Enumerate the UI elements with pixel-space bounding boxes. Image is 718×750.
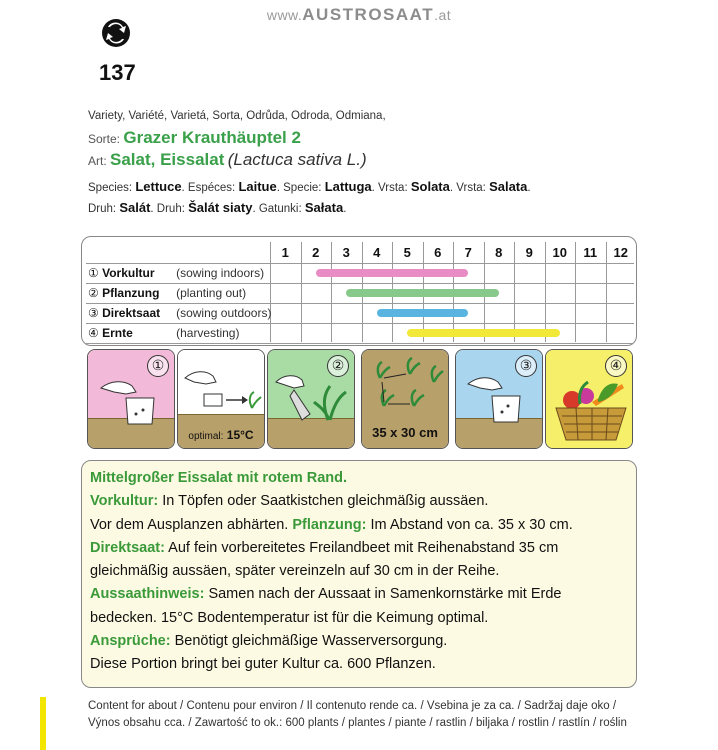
brand-name: AUSTROSAAT (302, 5, 435, 24)
growing-instructions: Mittelgroßer Eissalat mit rotem Rand. Vorkultur: In Töpfen oder Saatkistchen gleichmäßig aussäen. Vor dem Ausplanzen abhärten. Pflanzung: Im Abstand von ca. 35 x 30 cm. Direktsaat: Auf fein vorbereitetes Freilandbeet mit Reihenabstand 35 cm gleichmäßig aussäen, später vereinzeln auf 30 cm in der Reihe. Aussaathinweis: Samen nach der Aussaat in Samenkornstärke mit Erde bedecken. 15°C Bodentemperatur ist für die Keimung optimal. Ansprüche: Benötigt gleichmäßige Wasserversorgung. Diese Portion bringt bei guter Kultur ca. 600 Pflanzen. (81, 460, 637, 688)
month-header: 6 (434, 245, 442, 260)
species-language-label: Species: (88, 182, 136, 194)
vegetable-basket-icon (552, 372, 630, 444)
month-header: 10 (552, 245, 567, 260)
step-number-1: ① (147, 355, 169, 377)
species-language-label: Druh: (88, 203, 120, 215)
calendar-row-ernte: ④ Ernte (harvesting) (88, 326, 240, 340)
month-header: 8 (495, 245, 503, 260)
calendar-bar-direktsaat (377, 309, 469, 317)
month-header: 9 (525, 245, 533, 260)
content-footer: Content for about / Contenu pour environ / Il contenuto rende ca. / Vsebina je za ca. / Sadržaj daje oko / Výnos obsahu cca. / Zawartość to ok.: 600 plants / plantes / piante / rastlin / biljaka / rostlin / rastlín / roślin (88, 700, 627, 729)
calendar-row-line (86, 303, 634, 304)
species-translation: Šalát siaty (188, 200, 253, 215)
plant-spacing-icon (368, 356, 444, 420)
species-translation: Salata (489, 179, 528, 194)
step-outdoor-sowing-picture (455, 349, 543, 449)
calendar-row-line (86, 283, 634, 284)
sowing-calendar (81, 236, 637, 346)
calendar-row-pflanzung: ② Pflanzung (planting out) (88, 286, 247, 300)
variety-name: Grazer Krauthäuptel 2 (123, 128, 301, 147)
month-header: 4 (373, 245, 381, 260)
month-header: 7 (464, 245, 472, 260)
yellow-edge-strip (40, 697, 46, 750)
species-translation: Lettuce (135, 179, 182, 194)
species-language-label: . Vrsta: (449, 182, 490, 194)
website-url: www.AUSTROSAAT.at (266, 5, 452, 24)
species-translation: Salát (119, 200, 151, 215)
headline: Mittelgroßer Eissalat mit rotem Rand. (90, 470, 348, 486)
calendar-row-line (86, 263, 634, 264)
species-translation: Sałata (304, 200, 344, 215)
month-header: 5 (403, 245, 411, 260)
month-header: 1 (281, 245, 289, 260)
calendar-row-line (86, 323, 634, 324)
species-language-label: . Vrsta: (371, 182, 411, 194)
step-number-2: ② (327, 355, 349, 377)
calendar-bar-vorkultur (316, 269, 469, 277)
month-header: 12 (613, 245, 628, 260)
step-indoor-sowing-picture (87, 349, 175, 449)
species-translation: Laitue (238, 179, 277, 194)
step-planting-picture (267, 349, 355, 449)
hand-sowing-pot-icon (96, 368, 166, 428)
instruction-pictures (81, 344, 637, 452)
plant-spacing-label: 35 x 30 cm (372, 425, 438, 440)
month-header: 11 (583, 245, 598, 260)
hand-seedling-arrow-icon (182, 364, 262, 416)
variety-label: Variety, Variété, Varietá, Sorta, Odrůda, Odroda, Odmiana, (88, 110, 386, 122)
species-language-label: . Espéces: (181, 182, 239, 194)
calendar-bar-pflanzung (346, 289, 499, 297)
calendar-row-vorkultur: ① Vorkultur (sowing indoors) (88, 266, 265, 280)
step-number-4: ④ (605, 355, 627, 377)
species-language-label: . Gatunki: (252, 203, 305, 215)
month-header: 2 (312, 245, 320, 260)
species-language-label: . Specie: (276, 182, 325, 194)
species-translations-2: Druh: Salát. Druh: Šalát siaty. Gatunki: Sałata. (88, 200, 347, 215)
latin-name: (Lactuca sativa L.) (227, 150, 367, 169)
species-translation: Lattuga (324, 179, 372, 194)
product-number: 137 (99, 60, 136, 85)
step-harvest-picture (545, 349, 633, 449)
sorte-row: Sorte: Grazer Krauthäuptel 2 (88, 128, 301, 147)
calendar-bar-ernte (407, 329, 560, 337)
calendar-gridline (636, 242, 637, 342)
step-germination-picture: optimal: 15°C (177, 349, 265, 449)
recycle-icon (101, 18, 131, 48)
species-translations-1: Species: Lettuce. Espéces: Laitue. Specie: Lattuga. Vrsta: Solata. Vrsta: Salata. (88, 179, 531, 194)
art-row: Art: Salat, Eissalat (Lactuca sativa L.) (88, 150, 367, 169)
step-number-3: ③ (515, 355, 537, 377)
germination-temperature: 15°C (226, 428, 254, 442)
species-name: Salat, Eissalat (110, 150, 225, 169)
month-header: 3 (342, 245, 350, 260)
step-spacing-picture (361, 349, 449, 449)
species-translation: Solata (410, 179, 450, 194)
species-language-label: . Druh: (150, 203, 189, 215)
calendar-row-direktsaat: ③ Direktsaat (sowing outdoors) (88, 306, 272, 320)
